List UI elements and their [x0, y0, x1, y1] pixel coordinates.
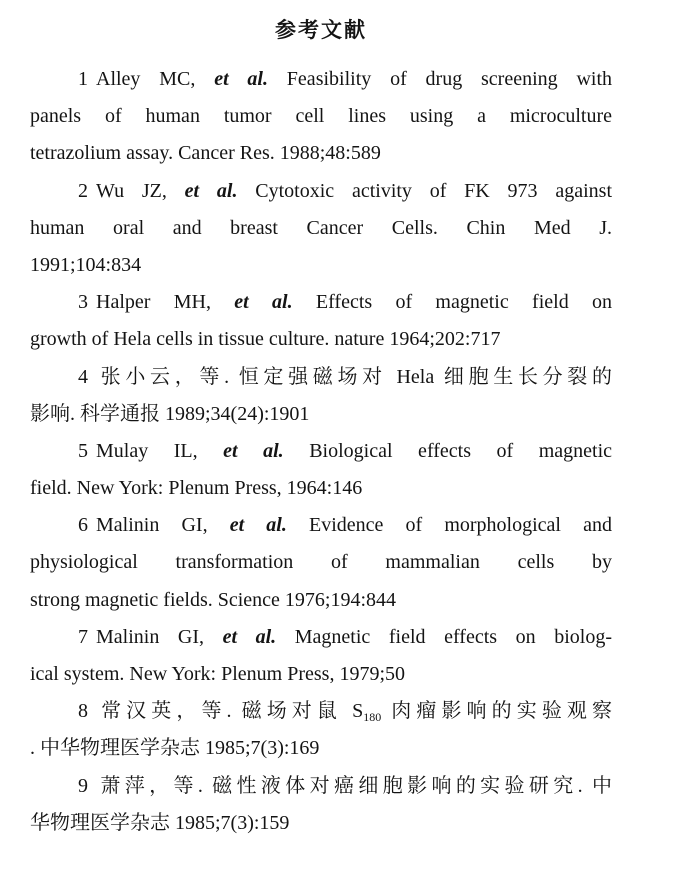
reference-line	[30, 656, 612, 693]
reference-list	[30, 61, 612, 842]
reference-line	[30, 396, 612, 433]
reference-text: Mulay IL,	[96, 439, 224, 462]
reference-number: 4	[78, 365, 88, 388]
reference-item	[30, 693, 612, 767]
reference-text: . 中华物理医学杂志 1985;7(3):169	[30, 737, 320, 760]
reference-text: 萧萍，等. 磁性液体对癌细胞影响的实验研究. 中	[96, 774, 612, 797]
reference-text: 张小云，等. 恒定强磁场对 Hela 细胞生长分裂的	[96, 365, 612, 388]
reference-line	[30, 284, 612, 321]
reference-text: Halper MH,	[96, 291, 235, 314]
reference-text: Wu JZ,	[96, 179, 185, 202]
reference-et-al: et al.	[184, 179, 238, 202]
reference-item	[30, 61, 612, 173]
reference-text: 肉瘤影响的实验观察	[381, 700, 613, 723]
reference-line	[30, 247, 612, 284]
reference-item	[30, 507, 612, 619]
reference-et-al: et al.	[222, 625, 277, 648]
reference-text: Effects of magnetic field on	[292, 291, 613, 314]
reference-text: strong magnetic fields. Science 1976;194:844	[30, 588, 397, 611]
reference-number: 7	[78, 625, 88, 648]
reference-number: 3	[78, 291, 88, 314]
reference-text: Malinin GI,	[96, 514, 230, 537]
reference-text: 影响. 科学通报 1989;34(24):1901	[30, 402, 310, 425]
reference-number: 1	[78, 68, 88, 90]
reference-line	[30, 693, 612, 730]
reference-line	[30, 507, 612, 544]
reference-et-al: et al.	[214, 68, 268, 90]
reference-line	[30, 98, 612, 135]
reference-text: Magnetic field effects on biolog-	[276, 625, 612, 648]
reference-number: 5	[78, 439, 88, 462]
reference-text: 华物理医学杂志 1985;7(3):159	[30, 811, 290, 834]
reference-number: 2	[78, 179, 88, 202]
reference-text: Cytotoxic activity of FK 973 against	[237, 179, 612, 202]
reference-et-al: et al.	[229, 514, 287, 537]
reference-text: ical system. New York: Plenum Press, 1979;50	[30, 663, 405, 685]
reference-text: 常汉英，等. 磁场对鼠 S	[96, 700, 364, 723]
reference-line	[30, 359, 612, 396]
reference-line	[30, 768, 612, 805]
reference-line	[30, 433, 612, 470]
reference-text: physiological transformation of mammalian cells by	[30, 551, 612, 574]
reference-item	[30, 768, 612, 842]
reference-item	[30, 284, 612, 358]
reference-line	[30, 470, 612, 507]
reference-number: 6	[78, 514, 88, 537]
reference-text: human oral and breast Cancer Cells. Chin Med J.	[30, 216, 612, 239]
reference-line	[30, 173, 612, 210]
reference-line	[30, 730, 612, 767]
reference-line	[30, 805, 612, 842]
reference-item	[30, 173, 612, 285]
reference-text: tetrazolium assay. Cancer Res. 1988;48:589	[30, 142, 381, 165]
reference-text: Alley MC,	[96, 68, 215, 90]
reference-subscript: 180	[363, 710, 382, 725]
reference-text: Biological effects of magnetic	[283, 439, 613, 462]
reference-line	[30, 544, 612, 581]
reference-number: 8	[78, 700, 88, 723]
reference-text: Feasibility of drug screening with	[268, 68, 613, 90]
page-title: 参考文献	[275, 18, 367, 42]
reference-text: Evidence of morphological and	[286, 514, 612, 537]
reference-text: 1991;104:834	[30, 253, 142, 276]
reference-et-al: et al.	[234, 291, 293, 314]
reference-et-al: et al.	[223, 439, 284, 462]
reference-text: Malinin GI,	[96, 625, 223, 648]
reference-text: growth of Hela cells in tissue culture. nature 1964;202:717	[30, 328, 501, 351]
reference-text: field. New York: Plenum Press, 1964:146	[30, 477, 363, 500]
reference-item	[30, 433, 612, 507]
reference-number: 9	[78, 774, 88, 797]
reference-item	[30, 619, 612, 693]
reference-item	[30, 359, 612, 433]
reference-text: panels of human tumor cell lines using a microculture	[30, 105, 612, 128]
reference-line	[30, 321, 612, 358]
reference-line	[30, 582, 612, 619]
reference-line	[30, 619, 612, 656]
reference-line	[30, 135, 612, 172]
reference-line	[30, 61, 612, 98]
reference-line	[30, 210, 612, 247]
